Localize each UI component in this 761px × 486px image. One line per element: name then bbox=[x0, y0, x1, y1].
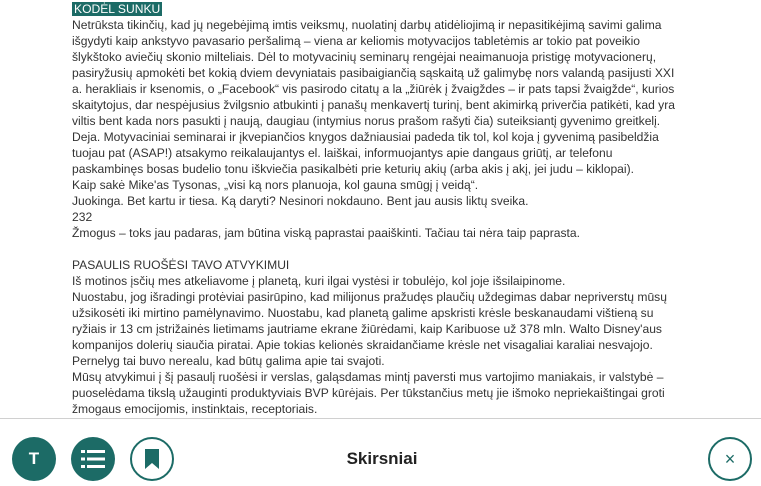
spacer bbox=[72, 241, 684, 257]
panel-title: Skirsniai bbox=[346, 449, 418, 468]
highlighted-heading[interactable]: KODĖL SUNKU bbox=[74, 2, 161, 16]
page-number: 232 bbox=[72, 210, 93, 224]
chapter-text bbox=[72, 0, 684, 417]
list-icon bbox=[81, 449, 105, 469]
table-of-contents-button[interactable] bbox=[71, 437, 115, 481]
bookmark-icon bbox=[145, 449, 159, 469]
paragraph: Žmogus – toks jau padaras, jam būtina viską paprastai paaiškinti. Tačiau tai nėra taip paprasta. bbox=[72, 226, 580, 240]
paragraph: Juokinga. Bet kartu ir tiesa. Ką daryti? Nesinori nokdauno. Bent jau ausis liktų sveika. bbox=[72, 194, 529, 208]
font-settings-button[interactable] bbox=[12, 437, 56, 481]
paragraph: Deja. Motyvaciniai seminarai ir įkvepiančios knygos dažniausiai padeda tik tol, kol koja į gyvenimą pasibeldžia tuojau pat (ASAP!) atsakymo reikalaujantys el. laiškai, informuojantys apie dangaus griūtį, ar telefonu paskambinęs bosas budelio tonu iškviečia pasikalbėti prie keturių akių (arba akis į akį, jei judu – kiklopai). bbox=[72, 130, 659, 176]
section-heading bbox=[72, 1, 684, 17]
close-icon: × bbox=[724, 448, 736, 469]
section-heading: PASAULIS RUOŠĖSI TAVO ATVYKIMUI bbox=[72, 258, 290, 272]
close-button[interactable] bbox=[708, 437, 752, 481]
paragraph: Iš motinos įsčių mes atkeliavome į planetą, kuri ilgai vystėsi ir tobulėjo, kol joje išsilaipinome. bbox=[72, 274, 566, 288]
paragraph: Mūsų atvykimui į šį pasaulį ruošėsi ir verslas, galąsdamas mintį paversti mus vartojimo maniakais, ir valstybė – puoselėdama tikslą užauginti produktyviais BVP kūrėjais. Per tūkstančius metų jie išmoko nepriekaištingai groti žmogaus emocijomis, instinktais, receptoriais. bbox=[72, 370, 665, 416]
paragraph: Netrūksta tikinčių, kad jų negebėjimą imtis veiksmų, nuolatinį darbų atidėliojimą ir nepasitikėjimą savimi galima išgydyti kaip ankstyvo pavasario peršalimą – viena ar keliomis motyvacijos tabletėmis ar tokio pat poveikio šlykštoko aviečių skonio milteliais. Dėl to motyvacinių seminarų rengėjai neaimanuoja pristigę motyvacionerų, pasiryžusių apmokėti bet kokią dviem devyniatais pasibaigiančią sąskaitą už galimybę nors valandą pasijusti XXI a. herakliais ir ksenomis, o „Facebook“ vis pasirodo citatų a la „žiūrėk į žvaigždes – ir pats tapsi žvaigžde“, kurios skaitytojus, dar nespėjusius žvilgsnio atbukinti į panašų menkavertį turinį, bent akimirką priverčia patikėti, kad yra viltis bent kada nors pasukti į naują, daugiau (intymius norus prašom rašyti čia) suteiksiantį gyvenimo greitkelį. bbox=[72, 18, 675, 128]
bookmarks-button[interactable] bbox=[130, 437, 174, 481]
font-icon: T bbox=[28, 449, 40, 468]
paragraph: Nuostabu, jog išradingi protėviai pasirūpino, kad milijonus pražudęs plaučių uždegimas dabar nepriverstų mūsų užsikosėti iki mirtino pamėlynavimo. Nuostabu, kad planetą galime apskristi krėsle beskanaudami vištieną su ryžiais ir 13 cm įstrižainės lietimams jautriame ekrane žiūrėdami, kaip Karibuose už 378 mln. Walto Disney'aus kompanijos dolerių siaučia piratai. Apie tokias kelionės skraidančiame krėsle net visagaliai karaliai nesvajojo. Pernelyg tai buvo nerealu, kad būtų galima apie tai svajoti. bbox=[72, 290, 667, 368]
paragraph: Kaip sakė Mike'as Tysonas, „visi ką nors planuoja, kol gauna smūgį į veidą“. bbox=[72, 178, 479, 192]
